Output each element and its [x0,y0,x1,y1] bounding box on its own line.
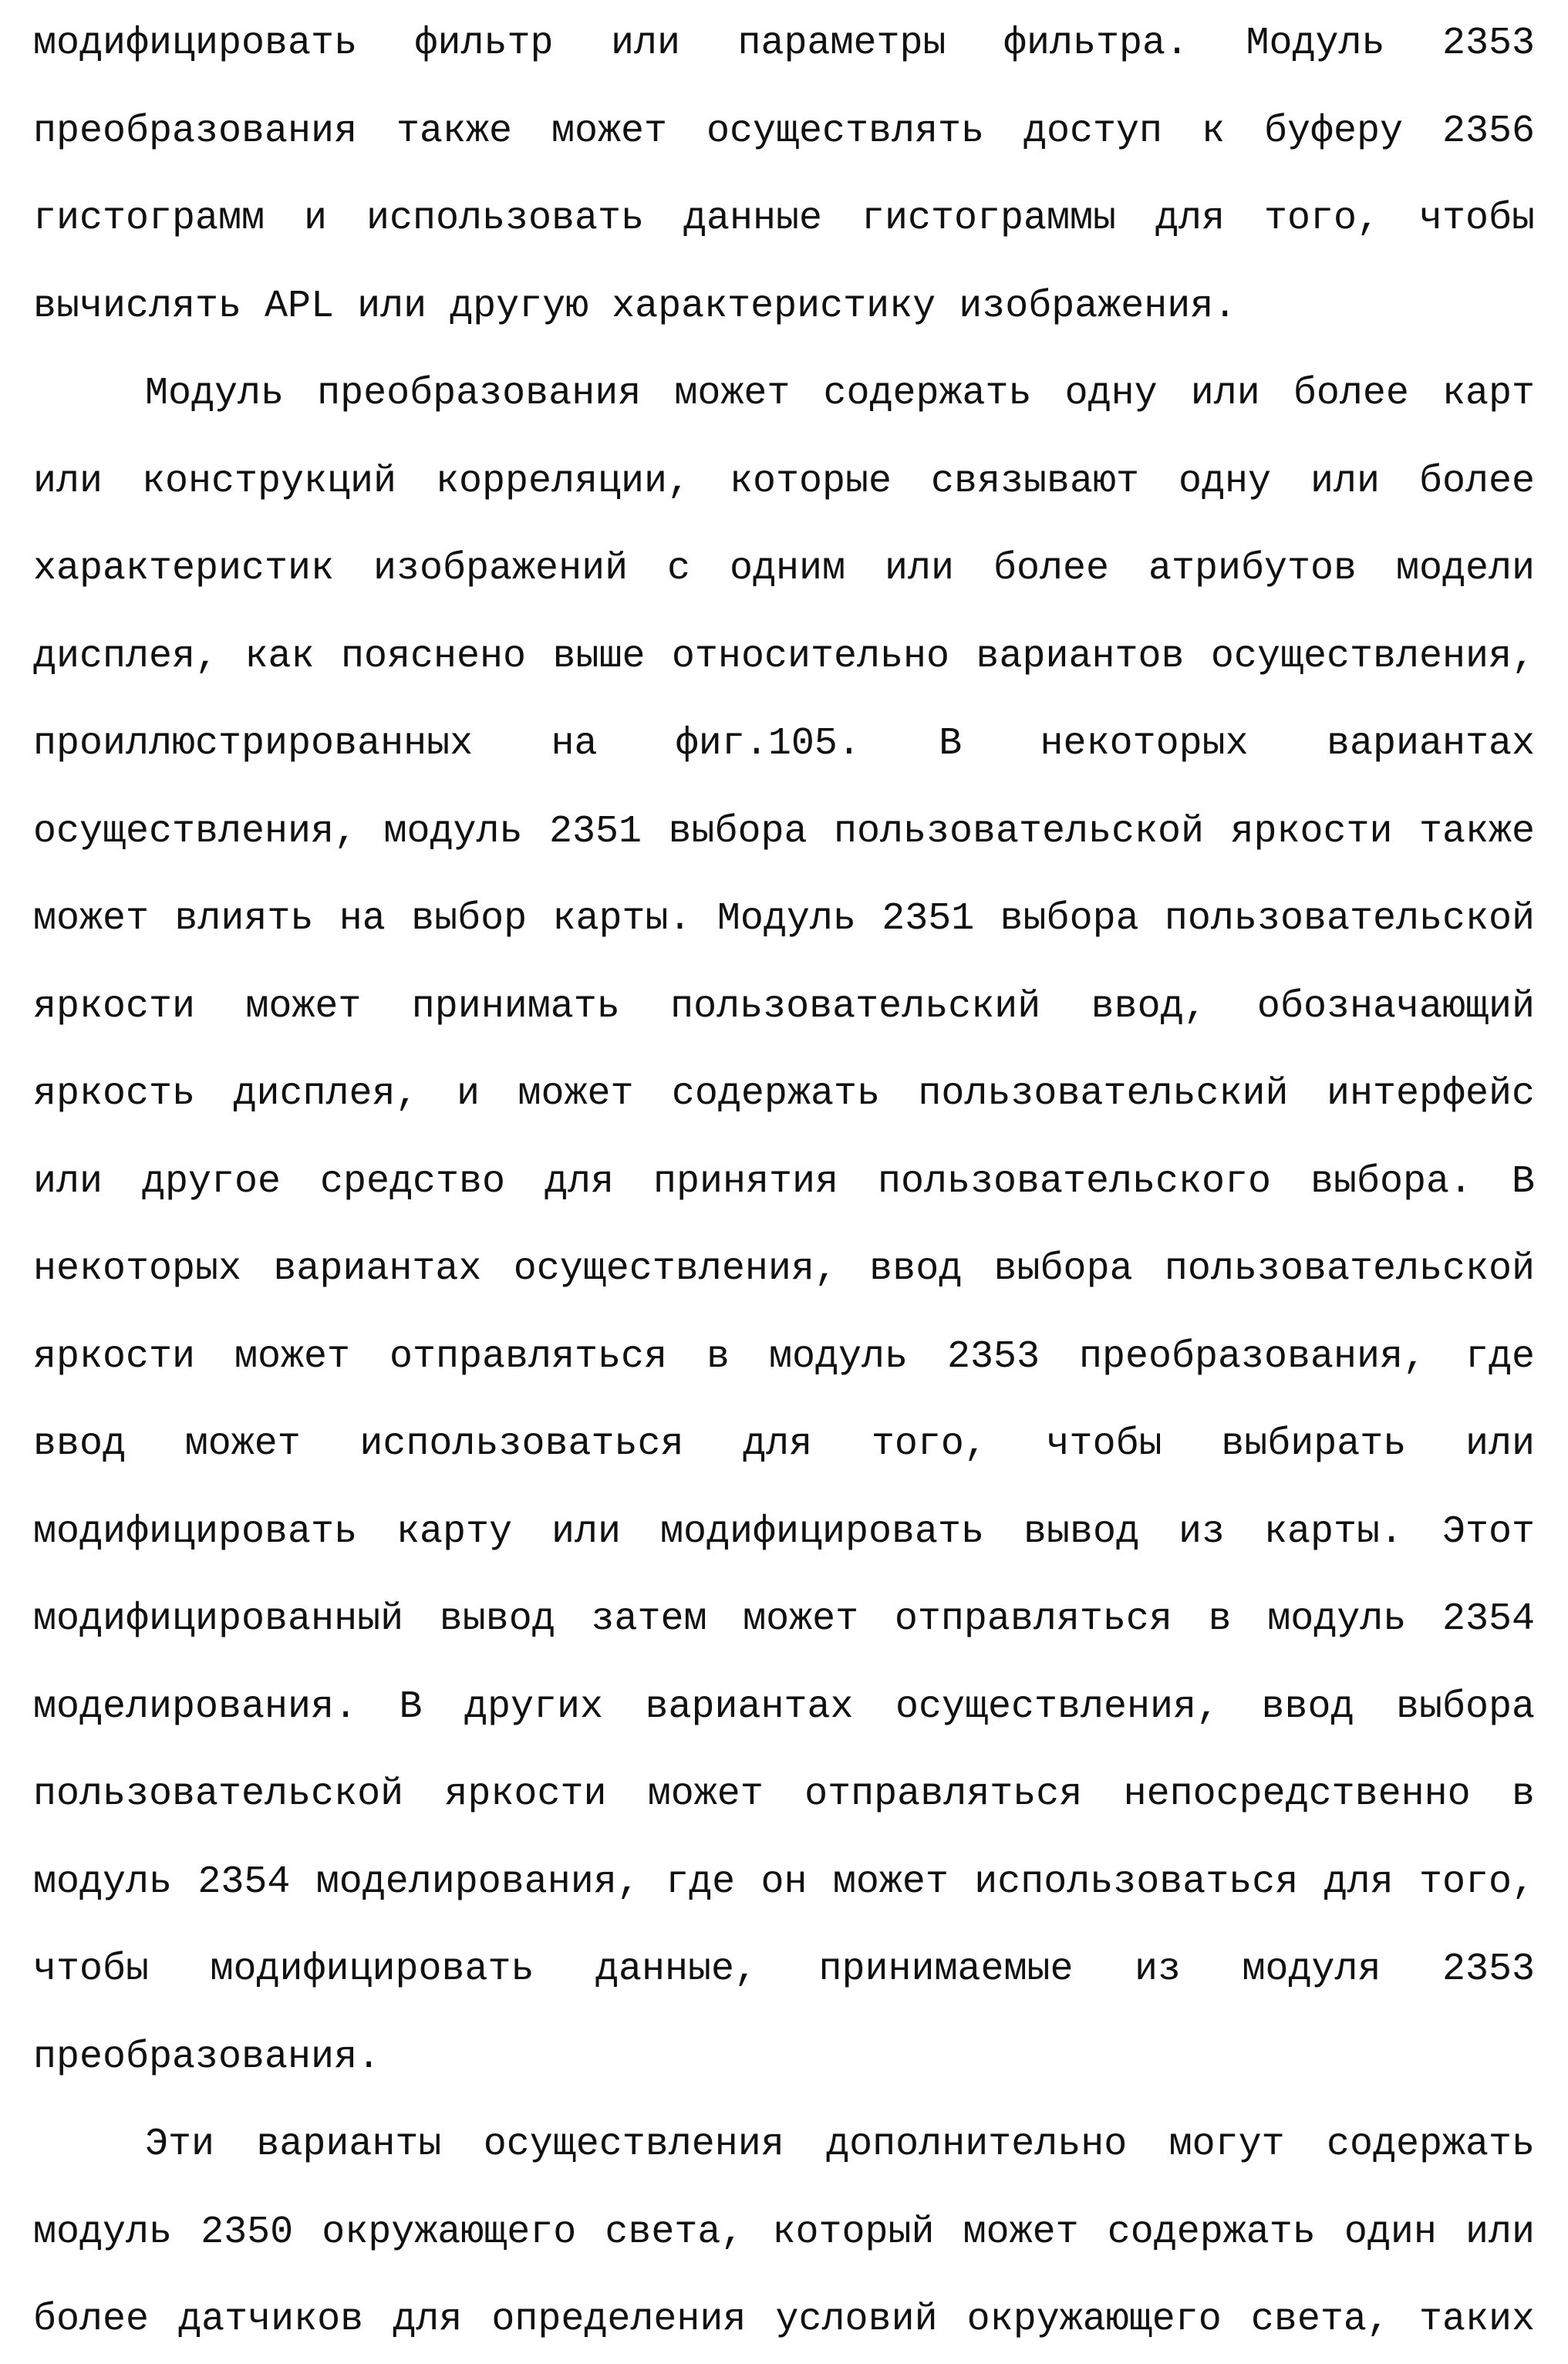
text-line: преобразования также может осуществлять доступ к буферу 2356 [33,88,1535,176]
text-line: ввод может использоваться для того, чтобы выбирать или [33,1401,1535,1489]
text-line: гистограмм и использовать данные гистограммы для того, чтобы [33,175,1535,263]
text-line: яркость дисплея, и может содержать пользовательский интерфейс [33,1050,1535,1138]
text-line: Эти варианты осуществления дополнительно могут содержать [33,2101,1535,2189]
text-line: осуществления, модуль 2351 выбора пользовательской яркости также [33,788,1535,876]
text-line: модуль 2350 окружающего света, который может содержать один или [33,2189,1535,2277]
text-line: модифицировать фильтр или параметры фильтра. Модуль 2353 [33,0,1535,88]
text-line: преобразования. [33,2014,1535,2102]
text-line: яркости может принимать пользовательский ввод, обозначающий [33,963,1535,1051]
paragraph-3 [33,2101,1535,2364]
document-page [33,0,1535,2364]
text-line: моделирования. В других вариантах осуществления, ввод выбора [33,1664,1535,1752]
text-line: яркости может отправляться в модуль 2353 преобразования, где [33,1314,1535,1401]
paragraph-2 [33,350,1535,2101]
text-line: характеристик изображений с одним или более атрибутов модели [33,525,1535,613]
text-line: вычислять APL или другую характеристику изображения. [33,263,1535,351]
text-line: модифицированный вывод затем может отправляться в модуль 2354 [33,1576,1535,1664]
text-line: более датчиков для определения условий окружающего света, таких [33,2276,1535,2364]
text-line: модуль 2354 моделирования, где он может использоваться для того, [33,1839,1535,1927]
text-line: дисплея, как пояснено выше относительно вариантов осуществления, [33,613,1535,701]
text-line: проиллюстрированных на фиг.105. В некоторых вариантах [33,700,1535,788]
text-line: пользовательской яркости может отправляться непосредственно в [33,1751,1535,1839]
text-line: модифицировать карту или модифицировать вывод из карты. Этот [33,1489,1535,1577]
text-line: Модуль преобразования может содержать одну или более карт [33,350,1535,438]
text-line: или другое средство для принятия пользовательского выбора. В [33,1138,1535,1226]
paragraph-1 [33,0,1535,350]
text-line: может влиять на выбор карты. Модуль 2351 выбора пользовательской [33,875,1535,963]
text-line: некоторых вариантах осуществления, ввод выбора пользовательской [33,1226,1535,1314]
text-line: или конструкций корреляции, которые связывают одну или более [33,438,1535,526]
text-line: чтобы модифицировать данные, принимаемые из модуля 2353 [33,1926,1535,2014]
